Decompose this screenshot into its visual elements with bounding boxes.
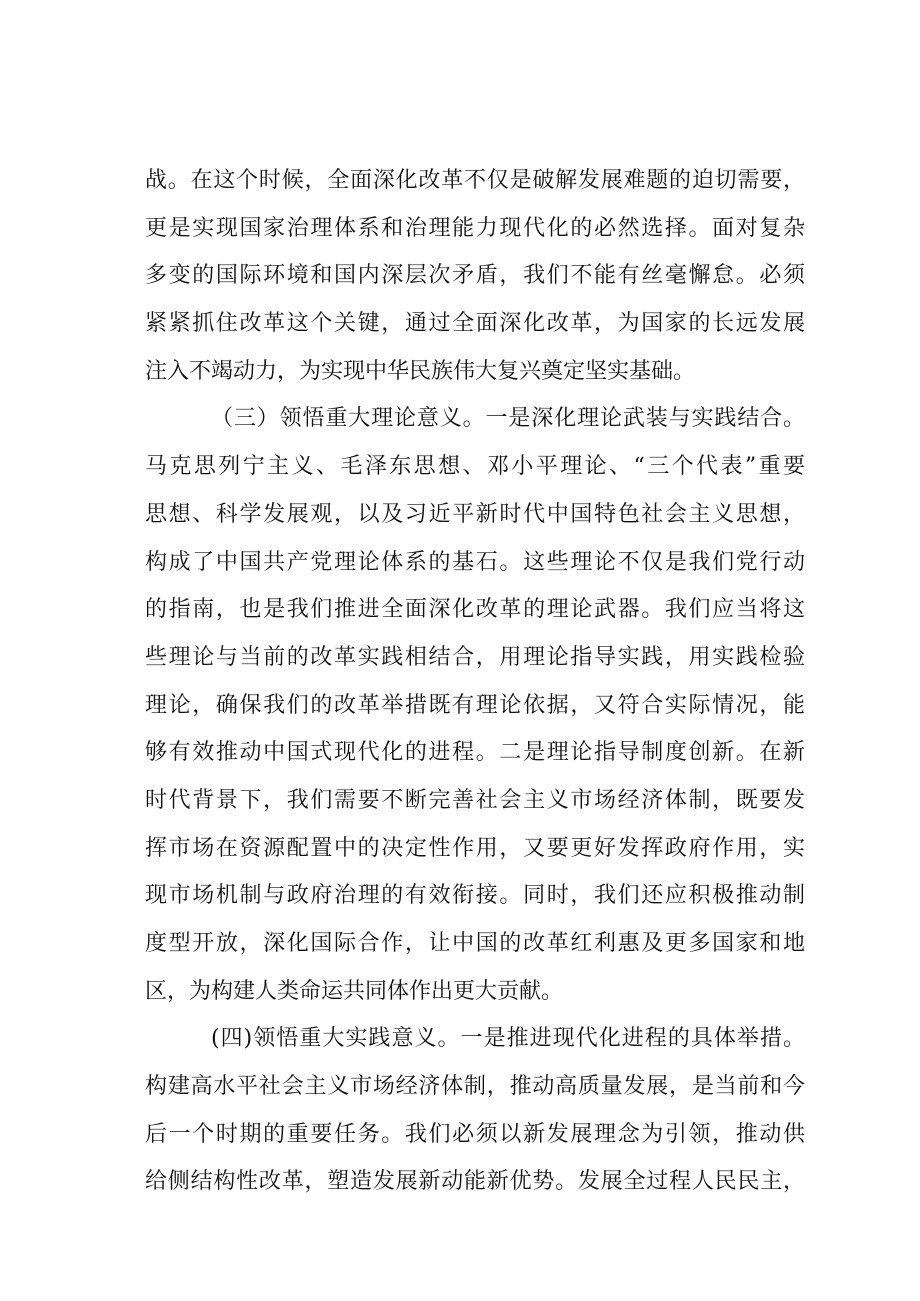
text-line: 挥市场在资源配置中的决定性作用，又要更好发挥政府作用，实 bbox=[145, 835, 805, 861]
text-line: 后一个时期的重要任务。我们必须以新发展理念为引领，推动供 bbox=[145, 1121, 805, 1147]
text-line: 注入不竭动力，为实现中华民族伟大复兴奠定坚实基础。 bbox=[145, 358, 696, 384]
text-line: 的指南，也是我们推进全面深化改革的理论武器。我们应当将这 bbox=[145, 597, 805, 623]
text-line: 构建高水平社会主义市场经济体制，推动高质量发展，是当前和今 bbox=[145, 1074, 805, 1100]
text-line: 现市场机制与政府治理的有效衔接。同时，我们还应积极推动制 bbox=[145, 883, 805, 909]
text-line: 度型开放，深化国际合作，让中国的改革红利惠及更多国家和地 bbox=[145, 931, 805, 956]
text-line: 些理论与当前的改革实践相结合，用理论指导实践，用实践检验 bbox=[145, 644, 805, 670]
text-line: 区，为构建人类命运共同体作出更大贡献。 bbox=[145, 978, 564, 1004]
text-line: 更是实现国家治理体系和治理能力现代化的必然选择。面对复杂 bbox=[145, 215, 805, 241]
text-line: 够有效推动中国式现代化的进程。二是理论指导制度创新。在新 bbox=[145, 740, 805, 766]
text-line: 战。在这个时候，全面深化改革不仅是破解发展难题的迫切需要， bbox=[145, 168, 805, 193]
text-line: 时代背景下，我们需要不断完善社会主义市场经济体制，既要发 bbox=[145, 787, 805, 813]
text-line: 理论，确保我们的改革举措既有理论依据，又符合实际情况，能 bbox=[145, 692, 805, 718]
text-line: （三）领悟重大理论意义。一是深化理论武装与实践结合。 bbox=[211, 406, 805, 432]
text-line: 多变的国际环境和国内深层次矛盾，我们不能有丝毫懈怠。必须 bbox=[145, 263, 805, 289]
text-line: 构成了中国共产党理论体系的基石。这些理论不仅是我们党行动 bbox=[145, 549, 805, 575]
text-line: 思想、科学发展观，以及习近平新时代中国特色社会主义思想， bbox=[145, 501, 805, 527]
text-line: (四)领悟重大实践意义。一是推进现代化进程的具体举措。 bbox=[211, 1026, 805, 1052]
text-line: 给侧结构性改革，塑造发展新动能新优势。发展全过程人民民主， bbox=[145, 1169, 805, 1195]
text-line: 马克思列宁主义、毛泽东思想、邓小平理论、“三个代表”重要 bbox=[145, 454, 805, 480]
body-text bbox=[145, 157, 805, 1206]
text-line: 紧紧抓住改革这个关键，通过全面深化改革，为国家的长远发展 bbox=[145, 311, 805, 337]
